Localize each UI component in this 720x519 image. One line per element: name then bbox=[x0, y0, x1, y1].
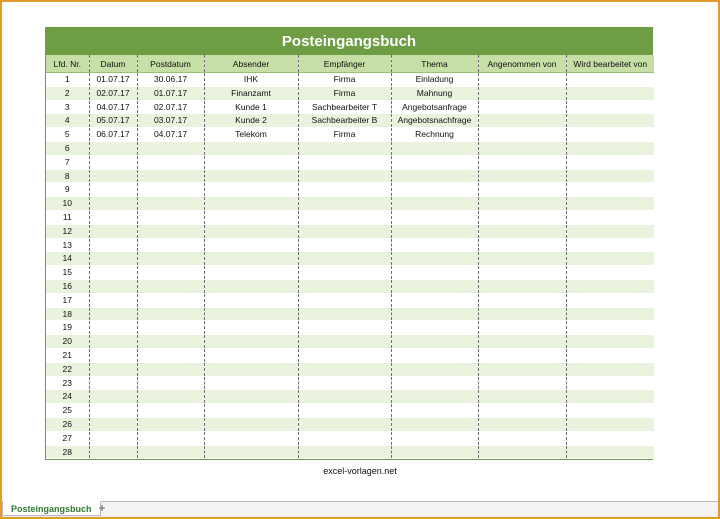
cell-datum[interactable]: 06.07.17 bbox=[89, 128, 137, 142]
cell-absender[interactable] bbox=[204, 141, 298, 155]
cell-angenommen-von[interactable] bbox=[478, 348, 566, 362]
cell-absender[interactable] bbox=[204, 293, 298, 307]
cell-empfaenger[interactable] bbox=[298, 417, 391, 431]
cell-postdatum[interactable]: 01.07.17 bbox=[137, 86, 204, 100]
sheet-tab-bar bbox=[2, 501, 718, 517]
cell-absender[interactable] bbox=[204, 404, 298, 418]
table-row bbox=[46, 321, 654, 335]
cell-datum[interactable] bbox=[89, 431, 137, 445]
table-row bbox=[46, 183, 654, 197]
cell-angenommen-von[interactable] bbox=[478, 266, 566, 280]
cell-absender[interactable] bbox=[204, 417, 298, 431]
cell-datum[interactable] bbox=[89, 224, 137, 238]
cell-datum[interactable] bbox=[89, 238, 137, 252]
cell-wird-bearbeitet-von[interactable] bbox=[566, 86, 654, 100]
cell-empfaenger[interactable] bbox=[298, 404, 391, 418]
cell-wird-bearbeitet-von[interactable] bbox=[566, 431, 654, 445]
cell-datum[interactable] bbox=[89, 445, 137, 459]
cell-wird-bearbeitet-von[interactable] bbox=[566, 73, 654, 87]
cell-datum[interactable] bbox=[89, 279, 137, 293]
cell-lfd-nr[interactable]: 4 bbox=[46, 114, 89, 128]
cell-postdatum[interactable]: 03.07.17 bbox=[137, 114, 204, 128]
cell-postdatum[interactable] bbox=[137, 141, 204, 155]
cell-postdatum[interactable] bbox=[137, 348, 204, 362]
cell-lfd-nr[interactable]: 25 bbox=[46, 404, 89, 418]
cell-thema[interactable] bbox=[391, 431, 478, 445]
cell-absender[interactable]: Finanzamt bbox=[204, 86, 298, 100]
cell-absender[interactable] bbox=[204, 390, 298, 404]
cell-postdatum[interactable] bbox=[137, 307, 204, 321]
cell-angenommen-von[interactable] bbox=[478, 128, 566, 142]
posteingang-table bbox=[46, 55, 654, 459]
cell-thema[interactable] bbox=[391, 362, 478, 376]
cell-thema[interactable] bbox=[391, 321, 478, 335]
table-row bbox=[46, 279, 654, 293]
cell-thema[interactable] bbox=[391, 404, 478, 418]
cell-postdatum[interactable] bbox=[137, 266, 204, 280]
column-header-absender[interactable]: Absender bbox=[204, 55, 298, 73]
cell-empfaenger[interactable] bbox=[298, 390, 391, 404]
cell-thema[interactable] bbox=[391, 376, 478, 390]
cell-absender[interactable] bbox=[204, 307, 298, 321]
cell-postdatum[interactable] bbox=[137, 431, 204, 445]
cell-absender[interactable] bbox=[204, 210, 298, 224]
cell-absender[interactable]: Kunde 1 bbox=[204, 100, 298, 114]
sheet-table-area bbox=[45, 27, 653, 460]
table-body bbox=[46, 73, 654, 459]
cell-empfaenger[interactable] bbox=[298, 307, 391, 321]
cell-thema[interactable] bbox=[391, 417, 478, 431]
cell-postdatum[interactable] bbox=[137, 197, 204, 211]
cell-empfaenger[interactable] bbox=[298, 224, 391, 238]
table-row bbox=[46, 169, 654, 183]
cell-thema[interactable]: Angebotsnachfrage bbox=[391, 114, 478, 128]
cell-wird-bearbeitet-von[interactable] bbox=[566, 307, 654, 321]
cell-absender[interactable] bbox=[204, 197, 298, 211]
cell-datum[interactable] bbox=[89, 390, 137, 404]
cell-wird-bearbeitet-von[interactable] bbox=[566, 376, 654, 390]
cell-datum[interactable]: 02.07.17 bbox=[89, 86, 137, 100]
cell-lfd-nr[interactable]: 19 bbox=[46, 321, 89, 335]
cell-datum[interactable] bbox=[89, 266, 137, 280]
cell-wird-bearbeitet-von[interactable] bbox=[566, 114, 654, 128]
cell-thema[interactable] bbox=[391, 252, 478, 266]
table-row bbox=[46, 335, 654, 349]
cell-datum[interactable] bbox=[89, 183, 137, 197]
cell-empfaenger[interactable]: Firma bbox=[298, 86, 391, 100]
cell-postdatum[interactable] bbox=[137, 279, 204, 293]
cell-angenommen-von[interactable] bbox=[478, 141, 566, 155]
cell-empfaenger[interactable] bbox=[298, 293, 391, 307]
cell-angenommen-von[interactable] bbox=[478, 100, 566, 114]
cell-postdatum[interactable] bbox=[137, 293, 204, 307]
cell-wird-bearbeitet-von[interactable] bbox=[566, 169, 654, 183]
cell-lfd-nr[interactable]: 14 bbox=[46, 252, 89, 266]
cell-lfd-nr[interactable]: 8 bbox=[46, 169, 89, 183]
cell-thema[interactable] bbox=[391, 307, 478, 321]
cell-empfaenger[interactable] bbox=[298, 141, 391, 155]
cell-lfd-nr[interactable]: 3 bbox=[46, 100, 89, 114]
table-row bbox=[46, 141, 654, 155]
cell-empfaenger[interactable] bbox=[298, 362, 391, 376]
cell-postdatum[interactable]: 02.07.17 bbox=[137, 100, 204, 114]
cell-wird-bearbeitet-von[interactable] bbox=[566, 128, 654, 142]
cell-angenommen-von[interactable] bbox=[478, 431, 566, 445]
cell-lfd-nr[interactable]: 1 bbox=[46, 73, 89, 87]
table-row bbox=[46, 390, 654, 404]
table-row bbox=[46, 100, 654, 114]
table-row bbox=[46, 155, 654, 169]
cell-empfaenger[interactable] bbox=[298, 169, 391, 183]
column-header-wird-bearbeitet-von[interactable]: Wird bearbeitet von bbox=[566, 55, 654, 73]
table-row bbox=[46, 293, 654, 307]
cell-empfaenger[interactable] bbox=[298, 431, 391, 445]
cell-datum[interactable] bbox=[89, 210, 137, 224]
cell-angenommen-von[interactable] bbox=[478, 183, 566, 197]
cell-lfd-nr[interactable]: 21 bbox=[46, 348, 89, 362]
cell-lfd-nr[interactable]: 11 bbox=[46, 210, 89, 224]
cell-lfd-nr[interactable]: 27 bbox=[46, 431, 89, 445]
cell-lfd-nr[interactable]: 12 bbox=[46, 224, 89, 238]
cell-wird-bearbeitet-von[interactable] bbox=[566, 362, 654, 376]
cell-absender[interactable] bbox=[204, 183, 298, 197]
cell-lfd-nr[interactable]: 13 bbox=[46, 238, 89, 252]
cell-absender[interactable] bbox=[204, 252, 298, 266]
cell-empfaenger[interactable] bbox=[298, 376, 391, 390]
cell-lfd-nr[interactable]: 2 bbox=[46, 86, 89, 100]
cell-angenommen-von[interactable] bbox=[478, 252, 566, 266]
cell-datum[interactable] bbox=[89, 169, 137, 183]
cell-wird-bearbeitet-von[interactable] bbox=[566, 266, 654, 280]
cell-absender[interactable] bbox=[204, 155, 298, 169]
cell-empfaenger[interactable]: Sachbearbeiter T bbox=[298, 100, 391, 114]
header-row bbox=[46, 55, 654, 73]
cell-empfaenger[interactable] bbox=[298, 183, 391, 197]
cell-postdatum[interactable] bbox=[137, 404, 204, 418]
cell-lfd-nr[interactable]: 6 bbox=[46, 141, 89, 155]
cell-wird-bearbeitet-von[interactable] bbox=[566, 348, 654, 362]
cell-wird-bearbeitet-von[interactable] bbox=[566, 445, 654, 459]
cell-postdatum[interactable] bbox=[137, 169, 204, 183]
cell-datum[interactable] bbox=[89, 252, 137, 266]
cell-lfd-nr[interactable]: 15 bbox=[46, 266, 89, 280]
table-row bbox=[46, 266, 654, 280]
cell-datum[interactable]: 05.07.17 bbox=[89, 114, 137, 128]
table-row bbox=[46, 238, 654, 252]
cell-absender[interactable]: Telekom bbox=[204, 128, 298, 142]
cell-angenommen-von[interactable] bbox=[478, 293, 566, 307]
cell-empfaenger[interactable] bbox=[298, 266, 391, 280]
cell-absender[interactable] bbox=[204, 266, 298, 280]
cell-angenommen-von[interactable] bbox=[478, 155, 566, 169]
cell-postdatum[interactable] bbox=[137, 335, 204, 349]
cell-lfd-nr[interactable]: 17 bbox=[46, 293, 89, 307]
cell-absender[interactable] bbox=[204, 376, 298, 390]
cell-lfd-nr[interactable]: 24 bbox=[46, 390, 89, 404]
table-row bbox=[46, 431, 654, 445]
cell-wird-bearbeitet-von[interactable] bbox=[566, 279, 654, 293]
table-row bbox=[46, 417, 654, 431]
cell-wird-bearbeitet-von[interactable] bbox=[566, 224, 654, 238]
cell-angenommen-von[interactable] bbox=[478, 404, 566, 418]
cell-empfaenger[interactable]: Sachbearbeiter B bbox=[298, 114, 391, 128]
cell-angenommen-von[interactable] bbox=[478, 445, 566, 459]
cell-absender[interactable] bbox=[204, 279, 298, 293]
cell-absender[interactable] bbox=[204, 348, 298, 362]
cell-angenommen-von[interactable] bbox=[478, 169, 566, 183]
cell-wird-bearbeitet-von[interactable] bbox=[566, 238, 654, 252]
cell-empfaenger[interactable]: Firma bbox=[298, 73, 391, 87]
cell-empfaenger[interactable] bbox=[298, 210, 391, 224]
cell-empfaenger[interactable] bbox=[298, 348, 391, 362]
cell-wird-bearbeitet-von[interactable] bbox=[566, 252, 654, 266]
cell-thema[interactable]: Mahnung bbox=[391, 86, 478, 100]
cell-postdatum[interactable] bbox=[137, 417, 204, 431]
cell-thema[interactable]: Einladung bbox=[391, 73, 478, 87]
sheet-title: Posteingangsbuch bbox=[46, 28, 652, 55]
cell-lfd-nr[interactable]: 7 bbox=[46, 155, 89, 169]
cell-postdatum[interactable] bbox=[137, 252, 204, 266]
cell-wird-bearbeitet-von[interactable] bbox=[566, 100, 654, 114]
table-row bbox=[46, 445, 654, 459]
cell-thema[interactable] bbox=[391, 266, 478, 280]
cell-absender[interactable] bbox=[204, 224, 298, 238]
cell-wird-bearbeitet-von[interactable] bbox=[566, 197, 654, 211]
cell-postdatum[interactable] bbox=[137, 155, 204, 169]
cell-thema[interactable] bbox=[391, 183, 478, 197]
table-row bbox=[46, 362, 654, 376]
cell-datum[interactable] bbox=[89, 404, 137, 418]
table-row bbox=[46, 197, 654, 211]
cell-absender[interactable] bbox=[204, 169, 298, 183]
cell-wird-bearbeitet-von[interactable] bbox=[566, 293, 654, 307]
cell-datum[interactable] bbox=[89, 321, 137, 335]
cell-datum[interactable] bbox=[89, 335, 137, 349]
add-sheet-icon[interactable]: + bbox=[98, 501, 106, 515]
cell-angenommen-von[interactable] bbox=[478, 238, 566, 252]
cell-postdatum[interactable] bbox=[137, 224, 204, 238]
cell-empfaenger[interactable] bbox=[298, 252, 391, 266]
column-header-lfd-nr[interactable]: Lfd. Nr. bbox=[46, 55, 89, 73]
cell-absender[interactable]: Kunde 2 bbox=[204, 114, 298, 128]
cell-empfaenger[interactable] bbox=[298, 279, 391, 293]
cell-datum[interactable] bbox=[89, 417, 137, 431]
cell-datum[interactable] bbox=[89, 362, 137, 376]
cell-wird-bearbeitet-von[interactable] bbox=[566, 141, 654, 155]
cell-postdatum[interactable]: 04.07.17 bbox=[137, 128, 204, 142]
cell-postdatum[interactable] bbox=[137, 390, 204, 404]
cell-wird-bearbeitet-von[interactable] bbox=[566, 390, 654, 404]
cell-postdatum[interactable] bbox=[137, 238, 204, 252]
table-row bbox=[46, 224, 654, 238]
cell-datum[interactable]: 01.07.17 bbox=[89, 73, 137, 87]
cell-lfd-nr[interactable]: 10 bbox=[46, 197, 89, 211]
cell-absender[interactable] bbox=[204, 431, 298, 445]
table-row bbox=[46, 348, 654, 362]
cell-lfd-nr[interactable]: 23 bbox=[46, 376, 89, 390]
table-row bbox=[46, 73, 654, 87]
cell-postdatum[interactable] bbox=[137, 321, 204, 335]
cell-lfd-nr[interactable]: 5 bbox=[46, 128, 89, 142]
column-header-postdatum[interactable]: Postdatum bbox=[137, 55, 204, 73]
cell-postdatum[interactable] bbox=[137, 183, 204, 197]
cell-empfaenger[interactable] bbox=[298, 197, 391, 211]
cell-absender[interactable] bbox=[204, 362, 298, 376]
table-row bbox=[46, 210, 654, 224]
cell-thema[interactable] bbox=[391, 348, 478, 362]
cell-thema[interactable] bbox=[391, 238, 478, 252]
table-row bbox=[46, 252, 654, 266]
cell-empfaenger[interactable] bbox=[298, 445, 391, 459]
column-header-thema[interactable]: Thema bbox=[391, 55, 478, 73]
column-header-datum[interactable]: Datum bbox=[89, 55, 137, 73]
table-row bbox=[46, 404, 654, 418]
cell-postdatum[interactable] bbox=[137, 210, 204, 224]
cell-postdatum[interactable] bbox=[137, 376, 204, 390]
cell-thema[interactable] bbox=[391, 197, 478, 211]
cell-lfd-nr[interactable]: 16 bbox=[46, 279, 89, 293]
cell-angenommen-von[interactable] bbox=[478, 362, 566, 376]
cell-empfaenger[interactable] bbox=[298, 238, 391, 252]
cell-thema[interactable]: Angebotsanfrage bbox=[391, 100, 478, 114]
cell-datum[interactable] bbox=[89, 348, 137, 362]
cell-wird-bearbeitet-von[interactable] bbox=[566, 210, 654, 224]
table-row bbox=[46, 114, 654, 128]
column-header-angenommen-von[interactable]: Angenommen von bbox=[478, 55, 566, 73]
cell-thema[interactable] bbox=[391, 335, 478, 349]
cell-empfaenger[interactable] bbox=[298, 321, 391, 335]
cell-angenommen-von[interactable] bbox=[478, 307, 566, 321]
cell-wird-bearbeitet-von[interactable] bbox=[566, 417, 654, 431]
cell-wird-bearbeitet-von[interactable] bbox=[566, 183, 654, 197]
cell-angenommen-von[interactable] bbox=[478, 210, 566, 224]
cell-thema[interactable] bbox=[391, 169, 478, 183]
cell-thema[interactable] bbox=[391, 210, 478, 224]
column-header-empfaenger[interactable]: Empfänger bbox=[298, 55, 391, 73]
cell-absender[interactable] bbox=[204, 238, 298, 252]
cell-postdatum[interactable] bbox=[137, 362, 204, 376]
cell-lfd-nr[interactable]: 20 bbox=[46, 335, 89, 349]
cell-thema[interactable]: Rechnung bbox=[391, 128, 478, 142]
cell-angenommen-von[interactable] bbox=[478, 279, 566, 293]
table-row bbox=[46, 128, 654, 142]
cell-angenommen-von[interactable] bbox=[478, 224, 566, 238]
footer-text: excel-vorlagen.net bbox=[323, 466, 397, 476]
cell-angenommen-von[interactable] bbox=[478, 390, 566, 404]
cell-datum[interactable] bbox=[89, 141, 137, 155]
cell-postdatum[interactable] bbox=[137, 445, 204, 459]
cell-angenommen-von[interactable] bbox=[478, 114, 566, 128]
cell-absender[interactable]: IHK bbox=[204, 73, 298, 87]
cell-datum[interactable] bbox=[89, 155, 137, 169]
cell-absender[interactable] bbox=[204, 445, 298, 459]
cell-thema[interactable] bbox=[391, 390, 478, 404]
cell-thema[interactable] bbox=[391, 445, 478, 459]
cell-thema[interactable] bbox=[391, 155, 478, 169]
cell-empfaenger[interactable]: Firma bbox=[298, 128, 391, 142]
cell-wird-bearbeitet-von[interactable] bbox=[566, 155, 654, 169]
cell-lfd-nr[interactable]: 9 bbox=[46, 183, 89, 197]
cell-angenommen-von[interactable] bbox=[478, 376, 566, 390]
cell-lfd-nr[interactable]: 18 bbox=[46, 307, 89, 321]
cell-angenommen-von[interactable] bbox=[478, 321, 566, 335]
cell-absender[interactable] bbox=[204, 321, 298, 335]
cell-lfd-nr[interactable]: 26 bbox=[46, 417, 89, 431]
cell-angenommen-von[interactable] bbox=[478, 73, 566, 87]
table-row bbox=[46, 307, 654, 321]
cell-angenommen-von[interactable] bbox=[478, 197, 566, 211]
cell-datum[interactable] bbox=[89, 293, 137, 307]
cell-angenommen-von[interactable] bbox=[478, 417, 566, 431]
cell-wird-bearbeitet-von[interactable] bbox=[566, 335, 654, 349]
cell-postdatum[interactable]: 30.06.17 bbox=[137, 73, 204, 87]
cell-empfaenger[interactable] bbox=[298, 155, 391, 169]
table-row bbox=[46, 86, 654, 100]
cell-datum[interactable] bbox=[89, 376, 137, 390]
cell-empfaenger[interactable] bbox=[298, 335, 391, 349]
cell-wird-bearbeitet-von[interactable] bbox=[566, 321, 654, 335]
table-row bbox=[46, 376, 654, 390]
cell-thema[interactable] bbox=[391, 279, 478, 293]
cell-angenommen-von[interactable] bbox=[478, 335, 566, 349]
cell-absender[interactable] bbox=[204, 335, 298, 349]
cell-datum[interactable]: 04.07.17 bbox=[89, 100, 137, 114]
sheet-tab-posteingangsbuch[interactable]: Posteingangsbuch bbox=[2, 501, 101, 516]
cell-thema[interactable] bbox=[391, 141, 478, 155]
cell-angenommen-von[interactable] bbox=[478, 86, 566, 100]
cell-lfd-nr[interactable]: 28 bbox=[46, 445, 89, 459]
cell-thema[interactable] bbox=[391, 293, 478, 307]
cell-wird-bearbeitet-von[interactable] bbox=[566, 404, 654, 418]
cell-thema[interactable] bbox=[391, 224, 478, 238]
cell-datum[interactable] bbox=[89, 197, 137, 211]
cell-lfd-nr[interactable]: 22 bbox=[46, 362, 89, 376]
cell-datum[interactable] bbox=[89, 307, 137, 321]
